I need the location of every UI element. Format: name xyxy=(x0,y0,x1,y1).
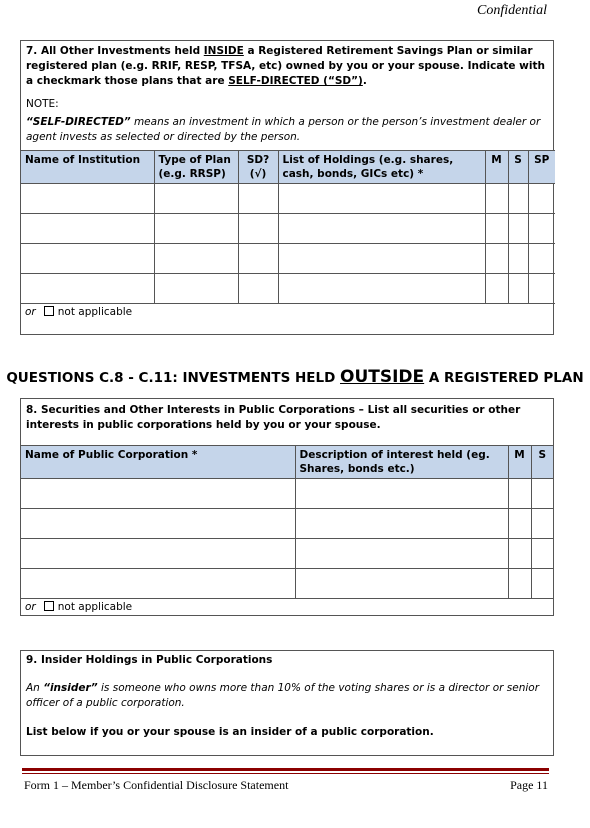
section-7 xyxy=(20,40,554,335)
table-cell[interactable] xyxy=(238,274,278,304)
col-holdings: List of Holdings (e.g. shares, cash, bonds, GICs etc) * xyxy=(278,151,485,184)
table-cell[interactable] xyxy=(508,509,531,539)
table-cell[interactable] xyxy=(154,214,238,244)
section-8-title: 8. Securities and Other Interests in Public Corporations – List all securities or other interests in public corporations held by you or your spouse. xyxy=(26,404,521,431)
table-cell[interactable] xyxy=(238,214,278,244)
table-cell[interactable] xyxy=(278,184,485,214)
table-cell[interactable] xyxy=(295,539,508,569)
note-text: “SELF-DIRECTED” means an investment in which a person or the person’s investment dealer or agent invests as selected or directed by the person. xyxy=(26,116,541,143)
section-7-title: 7. All Other Investments held INSIDE a Registered Retirement Savings Plan or similar registered plan (e.g. RRIF, RESP, TFSA, etc) owned by you or your spouse. Indicate with a checkmark those plans that are SELF-DIRECTED (“SD”). xyxy=(26,45,545,87)
table-cell[interactable] xyxy=(278,274,485,304)
or-label: or xyxy=(25,601,36,613)
not-applicable-row-8 xyxy=(21,599,553,616)
footer-rule-thin xyxy=(22,773,549,774)
table-cell[interactable] xyxy=(508,184,528,214)
table-cell[interactable] xyxy=(528,214,555,244)
col-s: S xyxy=(531,446,553,479)
table-row xyxy=(21,214,555,244)
table-cell[interactable] xyxy=(531,479,553,509)
table-cell[interactable] xyxy=(295,509,508,539)
table-row xyxy=(21,184,555,214)
table-cell[interactable] xyxy=(154,184,238,214)
table-cell[interactable] xyxy=(485,214,508,244)
table-cell[interactable] xyxy=(278,214,485,244)
table-row xyxy=(21,274,555,304)
table-cell[interactable] xyxy=(508,274,528,304)
table-header-row xyxy=(21,446,553,479)
footer xyxy=(24,778,548,793)
col-m: M xyxy=(508,446,531,479)
or-label: or xyxy=(25,306,36,318)
col-sd: SD? (√) xyxy=(238,151,278,184)
table-cell[interactable] xyxy=(21,274,154,304)
section-9-title: 9. Insider Holdings in Public Corporations xyxy=(26,654,273,666)
not-applicable-label: not applicable xyxy=(57,601,133,613)
table-row xyxy=(21,569,553,599)
col-public-corporation: Name of Public Corporation * xyxy=(21,446,295,479)
table-cell[interactable] xyxy=(238,184,278,214)
table-cell[interactable] xyxy=(295,479,508,509)
col-sp: SP xyxy=(528,151,555,184)
insider-definition: An “insider” is someone who owns more than 10% of the voting shares or is a director or senior officer of a public corporation. xyxy=(26,682,540,709)
questions-heading: QUESTIONS C.8 - C.11: INVESTMENTS HELD OUTSIDE A REGISTERED PLAN xyxy=(6,367,584,387)
table-cell[interactable] xyxy=(485,244,508,274)
public-corporations-table xyxy=(21,445,553,599)
table-cell[interactable] xyxy=(508,244,528,274)
section-9 xyxy=(20,650,554,756)
table-cell[interactable] xyxy=(528,244,555,274)
table-cell[interactable] xyxy=(508,539,531,569)
table-cell[interactable] xyxy=(508,479,531,509)
table-header-row xyxy=(21,151,555,184)
table-cell[interactable] xyxy=(531,509,553,539)
table-cell[interactable] xyxy=(21,244,154,274)
col-plan-type: Type of Plan (e.g. RRSP) xyxy=(154,151,238,184)
col-m: M xyxy=(485,151,508,184)
table-cell[interactable] xyxy=(485,184,508,214)
footer-rule-thick xyxy=(22,768,549,771)
table-cell[interactable] xyxy=(508,214,528,244)
note-label: NOTE: xyxy=(26,98,59,110)
not-applicable-row-7 xyxy=(21,304,553,321)
table-cell[interactable] xyxy=(21,479,295,509)
table-cell[interactable] xyxy=(21,214,154,244)
table-cell[interactable] xyxy=(531,569,553,599)
table-cell[interactable] xyxy=(21,509,295,539)
not-applicable-label: not applicable xyxy=(57,306,133,318)
table-cell[interactable] xyxy=(21,569,295,599)
table-cell[interactable] xyxy=(508,569,531,599)
col-institution: Name of Institution xyxy=(21,151,154,184)
col-description: Description of interest held (eg. Shares, bonds etc.) xyxy=(295,446,508,479)
table-cell[interactable] xyxy=(154,274,238,304)
table-cell[interactable] xyxy=(295,569,508,599)
table-cell[interactable] xyxy=(21,184,154,214)
table-row xyxy=(21,479,553,509)
table-cell[interactable] xyxy=(21,539,295,569)
table-cell[interactable] xyxy=(154,244,238,274)
section-8 xyxy=(20,398,554,616)
table-cell[interactable] xyxy=(528,184,555,214)
table-row xyxy=(21,244,555,274)
table-row xyxy=(21,509,553,539)
table-cell[interactable] xyxy=(531,539,553,569)
table-row xyxy=(21,539,553,569)
table-cell[interactable] xyxy=(485,274,508,304)
checkbox-not-applicable-7[interactable] xyxy=(44,306,54,316)
checkbox-not-applicable-8[interactable] xyxy=(44,601,54,611)
plans-table xyxy=(21,150,555,304)
table-cell[interactable] xyxy=(238,244,278,274)
insider-instruction: List below if you or your spouse is an insider of a public corporation. xyxy=(26,726,434,738)
col-s: S xyxy=(508,151,528,184)
footer-form-title: Form 1 – Member’s Confidential Disclosure Statement xyxy=(24,778,289,792)
table-cell[interactable] xyxy=(278,244,485,274)
page-number: Page 11 xyxy=(510,778,548,792)
confidential-label: Confidential xyxy=(477,3,547,18)
table-cell[interactable] xyxy=(528,274,555,304)
